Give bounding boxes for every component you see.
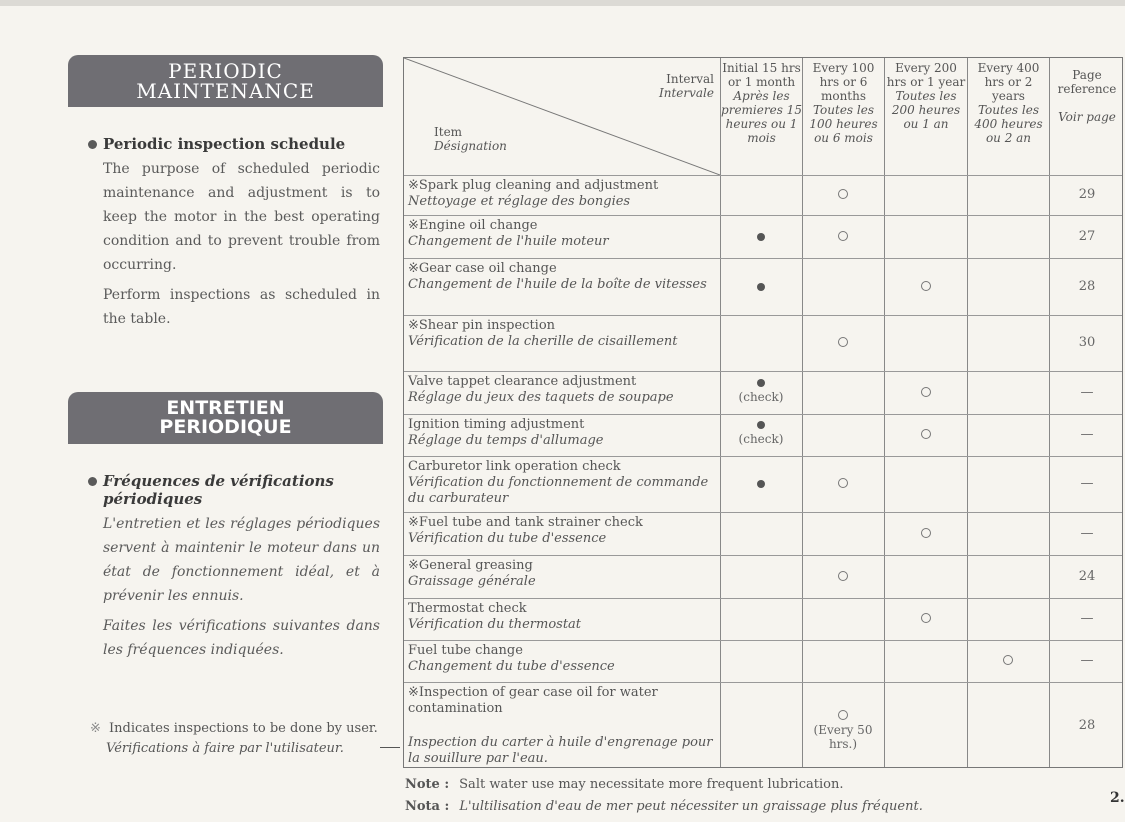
bullet-icon <box>88 477 97 486</box>
schedule-section-fr <box>88 472 380 662</box>
schedule-mark <box>721 376 801 404</box>
schedule-mark <box>886 280 966 294</box>
row-item-en: ※Fuel tube and tank strainer check <box>408 515 643 530</box>
filled-dot-icon <box>757 421 765 429</box>
entretien-periodique-banner <box>68 392 383 444</box>
schedule-mark <box>886 386 966 400</box>
page-reference: — <box>1080 476 1094 491</box>
top-rule <box>0 0 1125 6</box>
open-circle-icon <box>921 613 931 623</box>
mark-note: (check) <box>738 389 784 404</box>
note-fr <box>405 799 923 814</box>
page-reference: — <box>1080 427 1094 442</box>
col-200-en: Every 200 hrs or 1 year <box>886 61 966 89</box>
open-circle-icon <box>838 571 848 581</box>
table-row-label <box>408 643 720 675</box>
schedule-text2-fr: Faites les vérifications suivantes dans les fréquences indiquées. <box>103 618 380 658</box>
header-col-page <box>1050 68 1124 124</box>
banner-en-line1: PERIODIC <box>168 59 283 83</box>
row-item-fr: Vérification du thermostat <box>408 617 582 632</box>
banner-fr-line2: PERIODIQUE <box>159 416 292 438</box>
row-item-fr: Vérification du fonctionnement de commande du carburateur <box>408 475 709 506</box>
row-divider <box>404 555 1122 556</box>
open-circle-icon <box>838 231 848 241</box>
page-reference: 29 <box>1078 187 1096 202</box>
note-en <box>405 777 843 792</box>
page-reference: — <box>1080 611 1094 626</box>
row-divider <box>404 598 1122 599</box>
col-100-en: Every 100 hrs or 6 months <box>812 61 875 103</box>
schedule-mark <box>721 230 801 244</box>
col-200-fr: Toutes les 200 heures ou 1 an <box>891 89 961 131</box>
schedule-mark <box>886 527 966 541</box>
table-row-label <box>408 685 720 767</box>
row-item-en: ※Shear pin inspection <box>408 318 556 333</box>
table-row-label <box>408 178 720 210</box>
schedule-heading-fr-text: Fréquences de vérifications périodiques <box>103 472 334 508</box>
row-item-fr: Inspection du carter à huile d'engrenage pour la souillure par l'eau. <box>408 735 713 766</box>
row-divider <box>404 215 1122 216</box>
row-item-en: Ignition timing adjustment <box>408 417 585 432</box>
schedule-mark <box>721 477 801 491</box>
note-label-fr: Nota : <box>405 799 450 814</box>
user-note-en: Indicates inspections to be done by user. <box>109 721 378 736</box>
table-row-label <box>408 318 720 350</box>
table-row-label <box>408 601 720 633</box>
page-reference: 28 <box>1078 717 1096 733</box>
col-page-en: Page reference <box>1057 68 1117 96</box>
open-circle-icon <box>1003 655 1013 665</box>
user-note-fr: Vérifications à faire par l'utilisateur. <box>106 741 344 756</box>
schedule-text-en: The purpose of scheduled periodic maintenance and adjustment is to keep the motor in the best operating condition and to prevent trouble from occurring. <box>103 161 380 273</box>
row-item-en: ※Spark plug cleaning and adjustment <box>408 178 659 193</box>
header-col-200 <box>885 61 967 131</box>
open-circle-icon <box>838 478 848 488</box>
schedule-mark <box>721 280 801 294</box>
open-circle-icon <box>921 281 931 291</box>
banner-fr-line1: ENTRETIEN <box>166 397 285 419</box>
row-item-en: ※General greasing <box>408 558 533 573</box>
row-item-en: Thermostat check <box>408 601 527 616</box>
header-item-en: Item <box>434 125 463 139</box>
filled-dot-icon <box>757 283 765 291</box>
page-reference: — <box>1080 525 1094 541</box>
schedule-mark <box>968 654 1048 668</box>
page-reference: 24 <box>1078 568 1096 584</box>
row-item-fr: Changement de l'huile de la boîte de vitesses <box>408 277 707 292</box>
row-item-fr: Changement du tube d'essence <box>408 659 615 674</box>
page-reference: — <box>1080 653 1094 668</box>
filled-dot-icon <box>757 233 765 241</box>
header-interval-en: Interval <box>666 72 714 86</box>
row-item-fr: Réglage du temps d'allumage <box>408 433 604 448</box>
open-circle-icon <box>921 387 931 397</box>
row-item-fr: Graissage générale <box>408 574 536 589</box>
schedule-mark <box>803 477 883 491</box>
divider-dash <box>380 747 400 748</box>
col-divider <box>884 58 885 767</box>
col-400-en: Every 400 hrs or 2 years <box>977 61 1040 103</box>
table-row-label <box>408 374 720 406</box>
header-col-initial <box>721 61 802 145</box>
user-mark-icon: ※ <box>90 721 101 736</box>
page-reference: — <box>1080 384 1094 400</box>
open-circle-icon <box>921 528 931 538</box>
mark-note: (Every 50 hrs.) <box>813 722 873 751</box>
row-divider <box>404 456 1122 457</box>
table-row-label <box>408 459 720 507</box>
col-initial-en: Initial 15 hrs or 1 month <box>722 61 801 89</box>
row-item-fr: Vérification du tube d'essence <box>408 531 607 546</box>
note-text-fr: L'ultilisation d'eau de mer peut nécessiter un graissage plus fréquent. <box>459 799 923 814</box>
header-item-fr: Désignation <box>434 139 507 153</box>
header-item <box>434 125 507 153</box>
header-interval <box>584 72 714 100</box>
schedule-heading-en-text: Periodic inspection schedule <box>103 135 346 153</box>
filled-dot-icon <box>757 480 765 488</box>
schedule-mark <box>803 188 883 202</box>
schedule-heading-en <box>88 135 380 153</box>
note-text-en: Salt water use may necessitate more frequent lubrication. <box>459 777 844 792</box>
row-divider <box>404 315 1122 316</box>
page-reference: 27 <box>1078 228 1096 244</box>
schedule-mark <box>803 230 883 244</box>
schedule-text-fr: L'entretien et les réglages périodiques servent à maintenir le moteur dans un état de fonctionnement idéal, et à prévenir les ennuis. <box>103 516 380 604</box>
page-number: 2. <box>1110 790 1125 806</box>
schedule-mark <box>721 418 801 446</box>
table-row-label <box>408 558 720 590</box>
row-item-en: ※Gear case oil change <box>408 261 557 276</box>
schedule-mark <box>803 709 883 751</box>
row-divider <box>404 371 1122 372</box>
table-row-label <box>408 218 720 250</box>
col-divider <box>720 58 721 767</box>
row-item-en: Fuel tube change <box>408 643 523 658</box>
bullet-icon <box>88 140 97 149</box>
periodic-maintenance-banner <box>68 55 383 107</box>
banner-en-line2: MAINTENANCE <box>136 79 315 103</box>
row-item-en: Carburetor link operation check <box>408 459 621 474</box>
col-initial-fr: Après les premieres 15 heures ou 1 mois <box>721 89 802 145</box>
page-reference: 28 <box>1078 278 1096 294</box>
col-divider <box>802 58 803 767</box>
row-divider <box>404 258 1122 259</box>
schedule-section-en <box>88 135 380 331</box>
schedule-text2-en: Perform inspections as scheduled in the table. <box>103 287 380 327</box>
schedule-mark <box>803 570 883 584</box>
col-400-fr: Toutes les 400 heures ou 2 an <box>974 103 1043 145</box>
schedule-mark <box>886 428 966 442</box>
col-100-fr: Toutes les 100 heures ou 6 mois <box>809 103 878 145</box>
table-row-label <box>408 261 720 293</box>
header-col-100 <box>803 61 884 145</box>
maintenance-schedule-table <box>403 57 1123 768</box>
row-divider <box>404 414 1122 415</box>
row-item-en: ※Inspection of gear case oil for water contamination <box>408 685 658 716</box>
open-circle-icon <box>838 337 848 347</box>
row-divider <box>404 512 1122 513</box>
page-reference: 30 <box>1078 335 1096 350</box>
open-circle-icon <box>838 189 848 199</box>
schedule-heading-fr <box>88 472 380 508</box>
col-page-fr: Voir page <box>1058 110 1116 124</box>
user-inspection-note <box>90 720 380 758</box>
row-divider <box>404 640 1122 641</box>
note-label-en: Note : <box>405 777 450 792</box>
row-item-en: ※Engine oil change <box>408 218 538 233</box>
table-row-label <box>408 417 720 449</box>
header-interval-fr: Intervale <box>658 86 714 100</box>
open-circle-icon <box>921 429 931 439</box>
row-item-fr: Vérification de la cherille de cisaillement <box>408 334 678 349</box>
row-item-fr: Changement de l'huile moteur <box>408 234 609 249</box>
row-item-fr: Nettoyage et réglage des bongies <box>408 194 631 209</box>
schedule-mark <box>803 336 883 350</box>
mark-note: (check) <box>738 432 784 446</box>
open-circle-icon <box>838 710 848 720</box>
schedule-mark <box>886 612 966 626</box>
filled-dot-icon <box>757 379 765 387</box>
row-item-fr: Réglage du jeux des taquets de soupape <box>408 390 674 405</box>
table-row-label <box>408 515 720 547</box>
header-col-400 <box>968 61 1049 145</box>
row-divider <box>404 175 1122 176</box>
row-divider <box>404 682 1122 683</box>
row-item-en: Valve tappet clearance adjustment <box>408 374 637 389</box>
